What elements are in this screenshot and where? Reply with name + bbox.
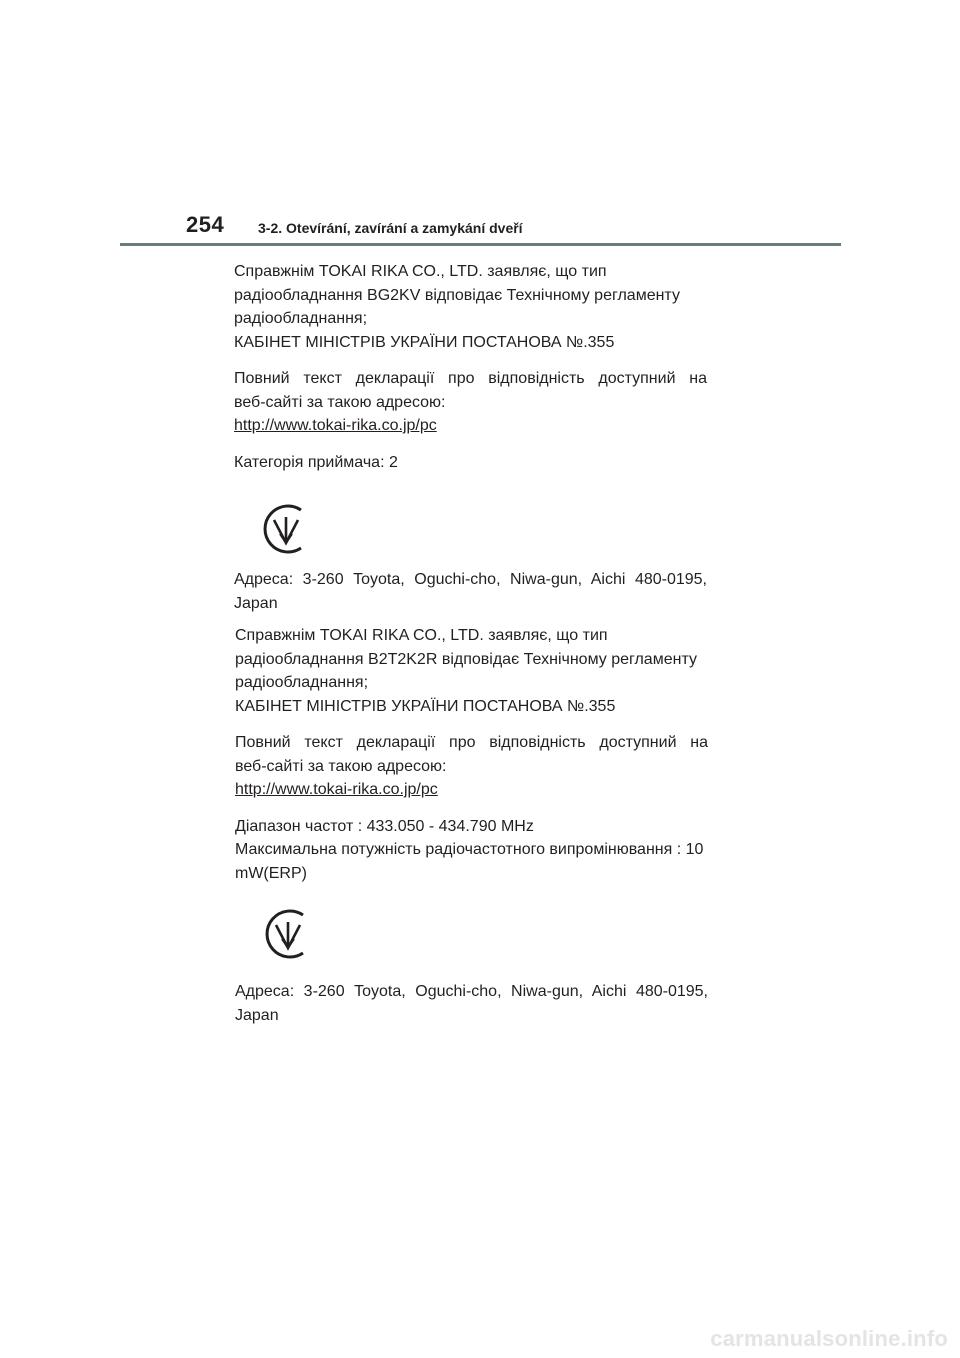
address-line: Japan bbox=[235, 1006, 279, 1024]
max-power: Максимальна потужність радіочастотного випромінювання : 10 bbox=[235, 841, 704, 858]
full-text-line: Повний текст декларації про відповідність доступний на bbox=[235, 734, 708, 751]
section-title: 3-2. Otevírání, zavírání a zamykání dveří bbox=[258, 220, 523, 236]
full-text-line: веб-сайті за такою адресою: bbox=[234, 393, 446, 411]
declaration-line: радіообладнання; bbox=[235, 674, 369, 691]
declaration-url-link[interactable]: http://www.tokai-rika.co.jp/pc bbox=[235, 781, 438, 798]
watermark: carmanualsonline.info bbox=[710, 1326, 948, 1351]
address-block-2 bbox=[235, 980, 708, 1027]
header-divider bbox=[120, 243, 841, 246]
full-text-line: веб-сайті за такою адресою: bbox=[235, 757, 447, 775]
declaration-url-link[interactable]: http://www.tokai-rika.co.jp/pc bbox=[234, 417, 437, 434]
max-power-unit: mW(ERP) bbox=[235, 864, 307, 882]
declaration-line: Справжнім TOKAI RIKA CO., LTD. заявляє, що тип bbox=[234, 263, 607, 280]
declaration-line: радіообладнання B2T2K2R відповідає Технічному регламенту bbox=[235, 650, 697, 668]
declaration-line: радіообладнання BG2KV відповідає Технічному регламенту bbox=[234, 286, 680, 304]
declaration-block-2 bbox=[235, 624, 708, 885]
full-text-line: Повний текст декларації про відповідність доступний на bbox=[234, 370, 707, 387]
frequency-range: Діапазон частот : 433.050 - 434.790 MHz bbox=[235, 817, 534, 835]
declaration-line: КАБІНЕТ МІНІСТРІВ УКРАЇНИ ПОСТАНОВА №.355 bbox=[234, 333, 615, 351]
address-line: Japan bbox=[234, 594, 278, 612]
declaration-line: КАБІНЕТ МІНІСТРІВ УКРАЇНИ ПОСТАНОВА №.355 bbox=[235, 697, 616, 715]
ukrainian-conformity-mark-icon bbox=[258, 501, 314, 557]
page-number: 254 bbox=[186, 212, 225, 237]
ukrainian-conformity-mark-icon bbox=[260, 906, 316, 962]
address-line: Адреса: 3-260 Toyota, Oguchi-cho, Niwa-gun, Aichi 480-0195, bbox=[235, 983, 708, 1000]
receiver-category: Категорія приймача: 2 bbox=[234, 453, 398, 471]
address-line: Адреса: 3-260 Toyota, Oguchi-cho, Niwa-gun, Aichi 480-0195, bbox=[234, 571, 707, 588]
address-block-1 bbox=[234, 568, 707, 615]
declaration-block-1 bbox=[234, 260, 707, 474]
declaration-line: радіообладнання; bbox=[234, 310, 368, 327]
declaration-line: Справжнім TOKAI RIKA CO., LTD. заявляє, що тип bbox=[235, 627, 608, 644]
